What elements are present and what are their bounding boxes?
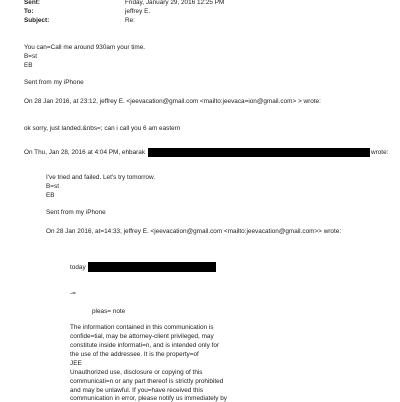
- disclaimer-line: the use of the addressee. It is the property=of: [70, 351, 199, 358]
- reply-line-2: B=st: [24, 53, 37, 60]
- quote1-body: ok sorry, just landed.&nbs=; can i call you 6 am eastern: [24, 125, 181, 132]
- disclaimer-line: The information contained in this communication is: [70, 324, 214, 331]
- quote2-attribution-post: wrote:: [371, 149, 389, 156]
- inner-please-note: pleas= note: [92, 308, 126, 315]
- disclaimer-line: and may be unlawful. If you=have received this: [70, 387, 204, 394]
- nested-signature: Sent from my iPhone: [46, 209, 106, 216]
- disclaimer-line: JEE: [70, 360, 82, 367]
- disclaimer-line: Unauthorized use, disclosure or copying of this: [70, 369, 203, 376]
- reply-line-1: You can=Call me around 930am your time.: [24, 44, 146, 51]
- nested-line-3: EB: [46, 192, 55, 199]
- to-label: To:: [24, 8, 34, 15]
- nested-line-1: I've tried and failed. Let's try tomorrow.: [46, 174, 155, 181]
- disclaimer-line: communicati=n or any part thereof is strictly prohibited: [70, 378, 224, 385]
- reply-signature: Sent from my iPhone: [24, 79, 84, 86]
- quote2-attribution-pre: On Thu, Jan 28, 2016 at 4:04 PM, ehbarak: [24, 149, 146, 156]
- reply-line-3: EB: [24, 62, 33, 69]
- subject-value: Re:: [125, 17, 135, 24]
- to-value: jeffrey E.: [125, 8, 151, 15]
- disclaimer-line: confide=tial, may be attorney-client privileged, may: [70, 333, 214, 340]
- redaction-bar: [88, 262, 216, 272]
- disclaimer-line: constitute inside informati=n, and is intended only for: [70, 342, 220, 349]
- subject-label: Subject:: [24, 17, 50, 24]
- nested-line-2: B=st: [46, 183, 59, 190]
- inner-today: today: [70, 264, 86, 271]
- sent-label: Sent:: [24, 0, 40, 6]
- inner-arrow: -=: [70, 290, 76, 297]
- nested-attribution: On 28 Jan 2016, at=14:33, jeffrey E. <jeevacation@gmail.com <mailto:jeevacation@gmail.com>> wrote:: [46, 228, 342, 235]
- quote1-attribution: On 28 Jan 2016, at 23:12, jeffrey E. <jeevacation@gmail.com <mailto:jeevaca=ion@gmail.com> > wrote:: [24, 98, 321, 105]
- redaction-bar: [148, 148, 370, 157]
- sent-value: Friday, January 29, 2016 12:25 PM: [125, 0, 225, 6]
- disclaimer-line: communication in error, please notify us immediately by: [70, 395, 227, 402]
